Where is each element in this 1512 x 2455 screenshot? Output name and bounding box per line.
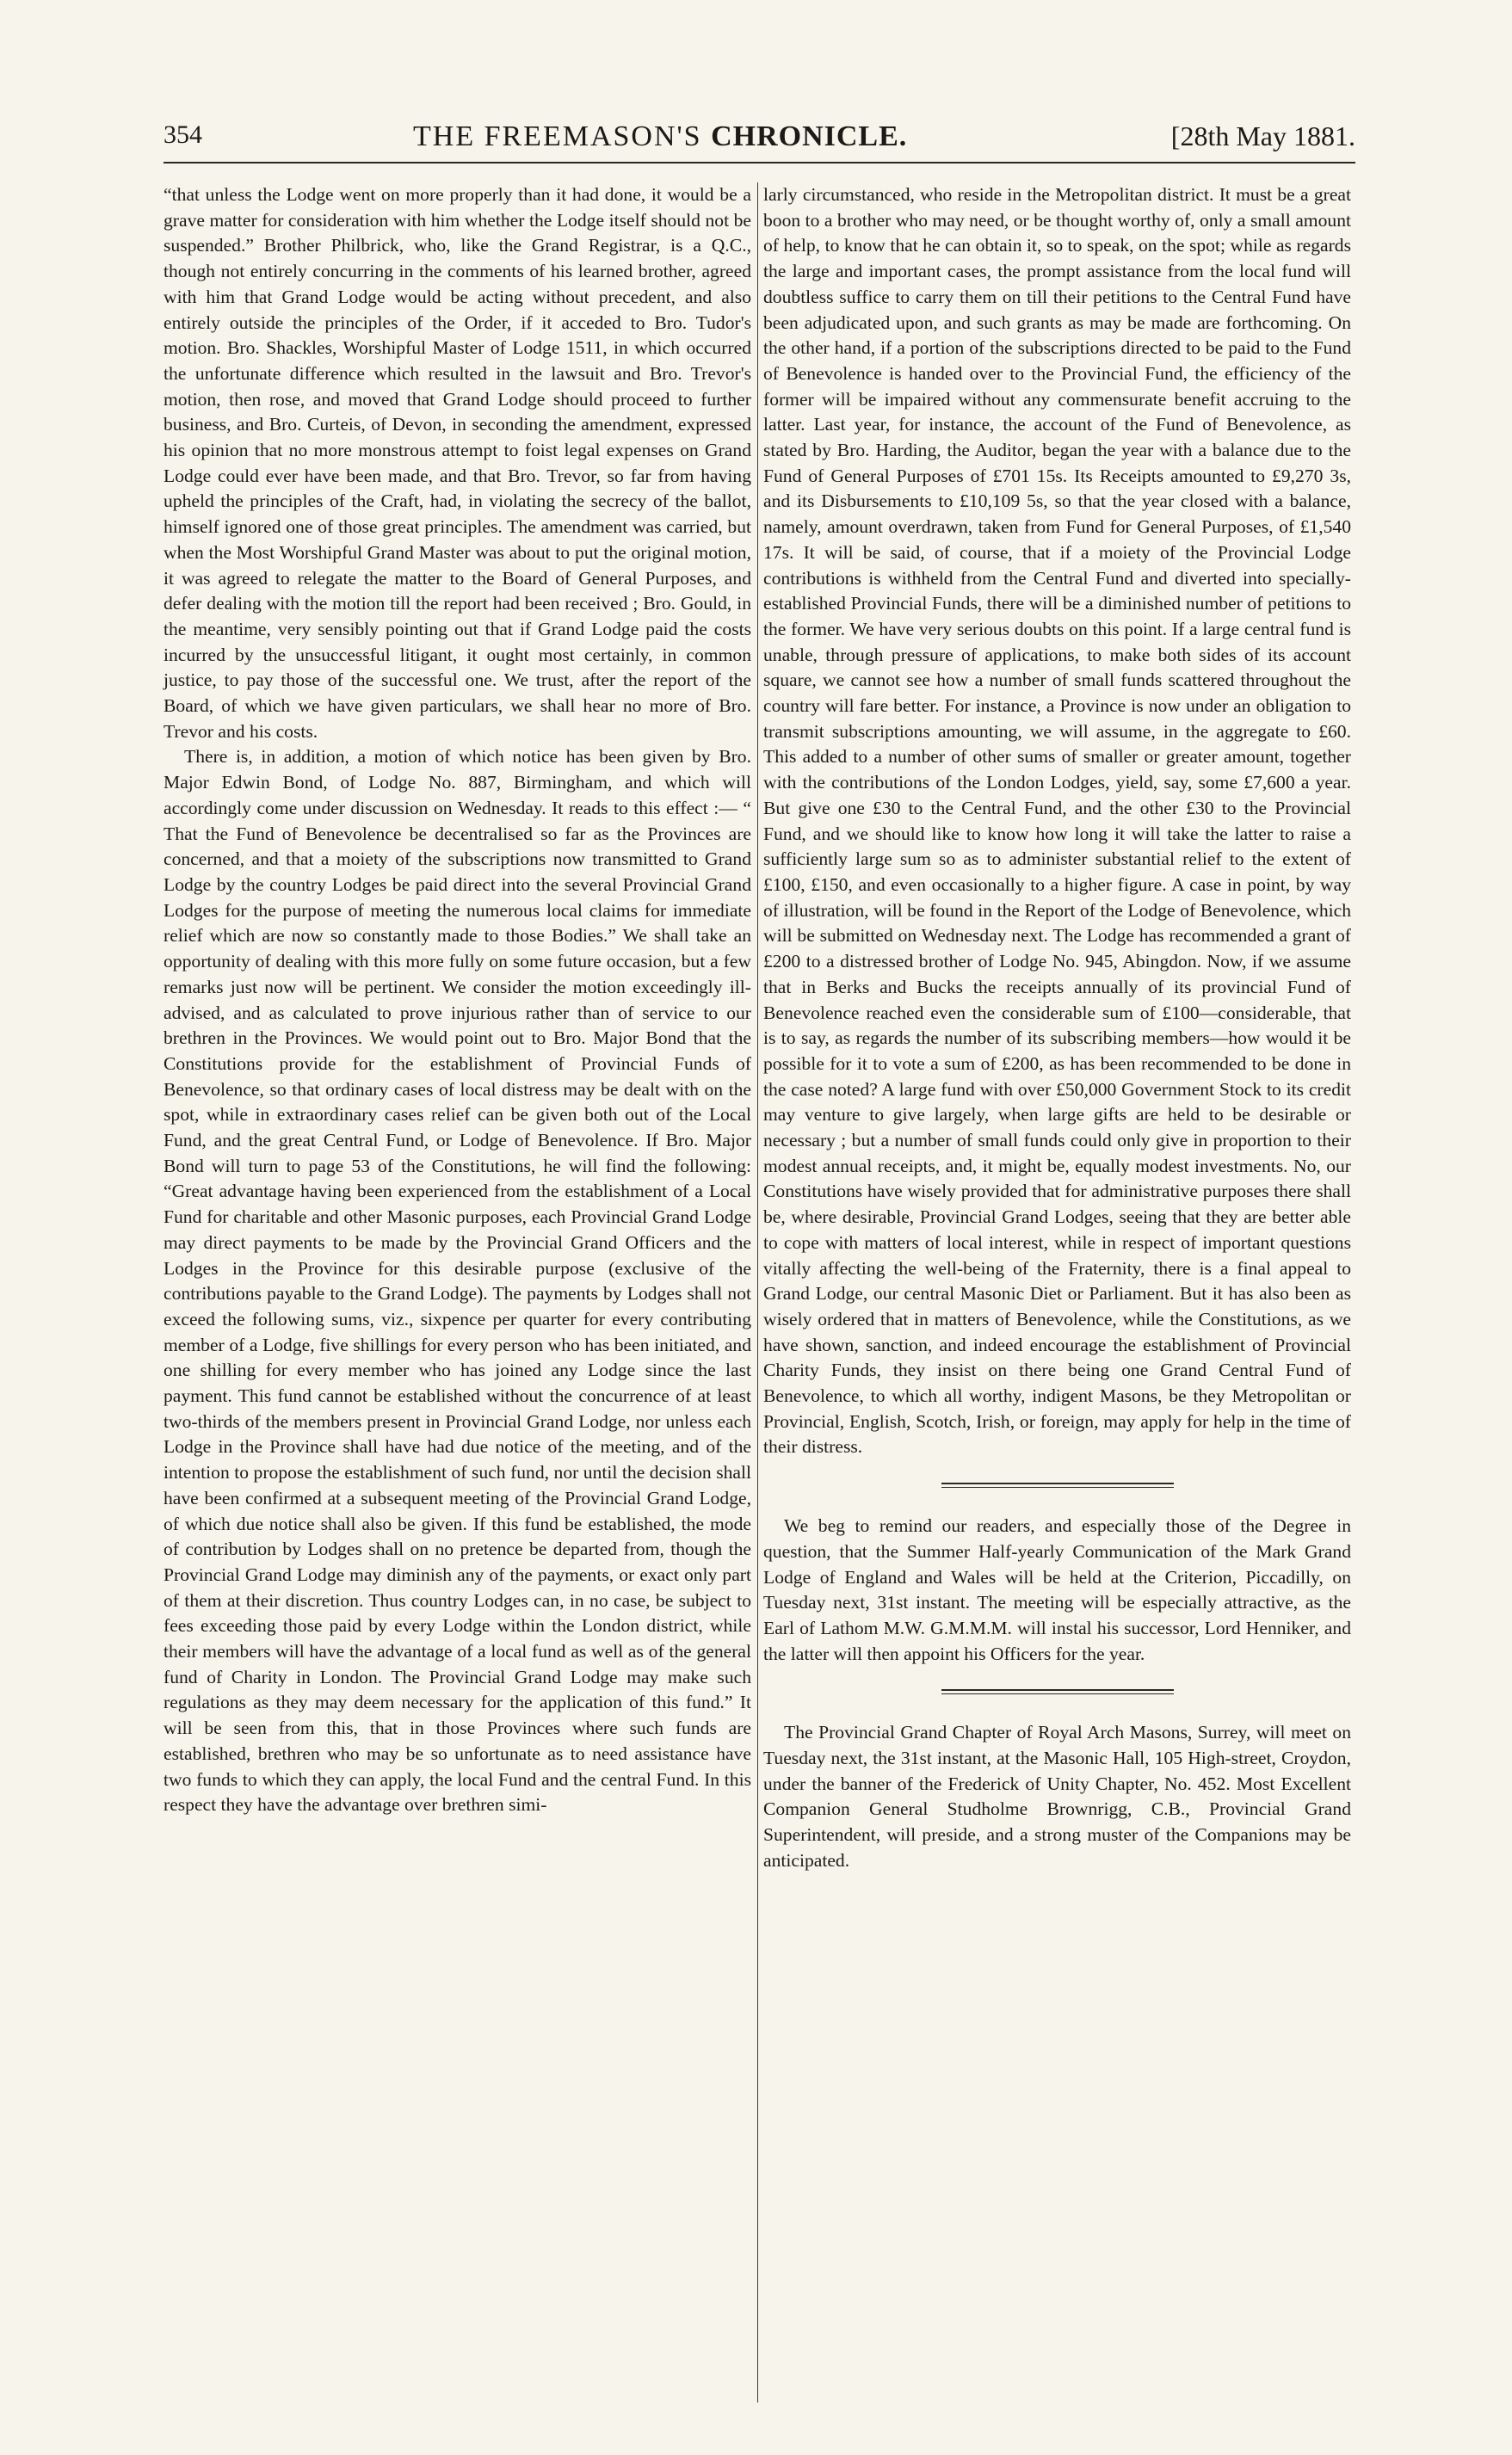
article-paragraph: There is, in addition, a motion of which notice has been given by Bro. Major Edwin Bond, of Lodge No. 887, Birmingham, and which will accordingly come under discussion on Wednesday. It reads to this effect :— “ That the Fund of Benevolence be decentralised so far as the Provinces are concerned, and that a moiety of the subscriptions now transmitted to Grand Lodge by the country Lodges be paid direct into the several Provincial Grand Lodges for the purpose of meeting the numerous local claims for immediate relief which are now so constantly made to those Bodies.” We shall take an opportunity of dealing with this more fully on some future occasion, but a few remarks just now will be pertinent. We consider the motion exceedingly ill-advised, and as calculated to prove injurious rather than of service to our brethren in the Provinces. We would point out to Bro. Major Bond that the Constitutions provide for the establishment of Provincial Funds of Benevolence, so that ordinary cases of local distress may be dealt with on the spot, while in extraordinary cases relief can be given both out of the Local Fund, and the great Central Fund, or Lodge of Benevolence. If Bro. Major Bond will turn to page 53 of the Constitutions, he will find the following: “Great advantage having been experienced from the establishment of a Local Fund for charitable and other Masonic purposes, each Provincial Grand Lodge may direct payments to be made by the Provincial Grand Officers and the Lodges in the Province for this desirable purpose (exclusive of the contributions payable to the Grand Lodge). The payments by Lodges shall not exceed the following sums, viz., sixpence per quarter for every contributing member of a Lodge, five shillings for every person who has been initiated, and one shilling for every member who has joined any Lodge since the last payment. This fund cannot be established without the concurrence of at least two-thirds of the members present in Provincial Grand Lodge, nor unless each Lodge in the Province shall have had due notice of the meeting, and of the intention to propose the establishment of such fund, nor until the decision shall have been confirmed at a subsequent meeting of the Provincial Grand Lodge, of which due notice shall also be given. If this fund be established, the mode of contribution by Lodges shall on no pretence be departed from, though the Provincial Grand Lodge may diminish any of the payments, or exact only part of them at their discretion. Thus country Lodges can, in no case, be subject to fees exceeding those paid by every Lodge within the London district, while their members will have the advantage of a local fund as well as of the general fund of Charity in London. The Provincial Grand Lodge may make such regulations as they may deem necessary for the application of this fund.” It will be seen from this, that in those Provinces where such funds are established, brethren who may be so unfortunate as to need assistance have two funds to which they can apply, the local Fund and the central Fund. In this respect they have the advantage over brethren simi- bbox=[164, 746, 751, 1816]
masthead-title-chronicle: CHRONICLE. bbox=[711, 120, 908, 152]
page-number: 354 bbox=[164, 120, 202, 149]
article-paragraph: larly circumstanced, who reside in the Metropolitan district. It must be a great boon to a brother who may need, or be thought worthy of, only a small amount of help, to know that he can obtain it, so to speak, on the spot; while as regards the large and important cases, the prompt assistance from the local fund will doubtless suffice to carry them on till their petitions to the Central Fund have been adjudicated upon, and such grants as may be made are forthcoming. On the other hand, if a portion of the subscriptions directed to be paid to the Fund of Benevolence is handed over to the Provincial Fund, the efficiency of the former will be impaired without any commensurate benefit accruing to the latter. Last year, for instance, the account of the Fund of Benevolence, as stated by Bro. Harding, the Auditor, began the year with a balance due to the Fund of General Purposes of £701 15s. Its Receipts amounted to £9,270 3s, and its Disbursements to £10,109 5s, so that the year closed with a balance, namely, amount overdrawn, taken from Fund for General Purposes, of £1,540 17s. It will be said, of course, that if a moiety of the Provincial Lodge contributions is withheld from the Central Fund and diverted into specially-established Provincial Funds, there will be a diminished number of petitions to the former. We have very serious doubts on this point. If a large central fund is unable, through pressure of applications, to make both sides of its account square, we cannot see how a number of small funds scattered throughout the country will fare better. For instance, a Province is now under an obligation to transmit subscriptions amounting, we will assume, in the aggregate to £60. This added to a number of other sums of smaller or greater amount, together with the contributions of the London Lodges, yield, say, some £7,600 a year. But give one £30 to the Central Fund, and the other £30 to the Provincial Fund, and we should like to know how long it will take the latter to raise a sufficiently large sum so as to administer substantial relief to the extent of £100, £150, and even occasionally to a higher figure. A case in point, by way of illustration, will be found in the Report of the Lodge of Benevolence, which will be submitted on Wednesday next. The Lodge has recommended a grant of £200 to a distressed brother of Lodge No. 945, Abingdon. Now, if we assume that in Berks and Bucks the receipts annually of its provincial Fund of Benevolence reached even the considerable sum of £100—considerable, that is to say, as regards the number of its subscribing members—how would it be possible for it to vote a sum of £200, as has been recommended to be done in the case noted? A large fund with over £50,000 Government Stock to its credit may venture to give largely, when large gifts are held to be desirable or necessary ; but a number of small funds could only give in proportion to their modest annual receipts, and, it might be, equally modest investments. No, our Constitutions have wisely provided that for administrative purposes there shall be, where desirable, Provincial Grand Lodges, seeing that they are better able to cope with matters of local interest, while in respect of important questions vitally affecting the well-being of the Fraternity, there is a final appeal to Grand Lodge, our central Masonic Diet or Parliament. But it has also been as wisely ordered that in matters of Benevolence, while the Constitutions, as we have shown, sanction, and indeed encourage the establishment of Provincial Charity Funds, they insist on there being one Grand Central Fund of Benevolence, to which all worthy, indigent Masons, be they Metropolitan or Provincial, English, Scotch, Irish, or foreign, may apply for help in the time of their distress. bbox=[763, 184, 1351, 1458]
header-rule bbox=[164, 162, 1355, 163]
masthead-title: THE FREEMASON'S bbox=[413, 120, 702, 152]
section-separator bbox=[941, 1689, 1174, 1694]
news-item-royal-arch-surrey: The Provincial Grand Chapter of Royal Arch Masons, Surrey, will meet on Tuesday next, the 31st instant, at the Masonic Hall, 105 High-street, Croydon, under the banner of the Frederick of Unity Chapter, No. 452. Most Excellent Companion General Studholme Brownrigg, C.B., Provincial Grand Superintendent, will preside, and a strong muster of the Companions may be anticipated. bbox=[763, 1722, 1351, 1871]
page-header bbox=[164, 120, 1355, 158]
masthead bbox=[413, 120, 907, 153]
column-divider bbox=[757, 182, 758, 2403]
news-item-mark-grand-lodge: We beg to remind our readers, and especially those of the Degree in question, that the Summer Half-yearly Communication of the Mark Grand Lodge of England and Wales will be held at the Criterion, Piccadilly, on Tuesday next, 31st instant. The meeting will be especially attractive, as the Earl of Lathom M.W. G.M.M.M. will instal his successor, Lord Henniker, and the latter will then appoint his Officers for the year. bbox=[763, 1515, 1351, 1664]
right-column bbox=[763, 182, 1351, 1874]
article-paragraph: “that unless the Lodge went on more properly than it had done, it would be a grave matter for consideration with him whether the Lodge itself should not be suspended.” Brother Philbrick, who, like the Grand Registrar, is a Q.C., though not entirely concurring in the comments of his learned brother, agreed with him that Grand Lodge would be acting without precedent, and also entirely outside the principles of the Order, if it acceded to Bro. Tudor's motion. Bro. Shackles, Worshipful Master of Lodge 1511, in which occurred the unfortunate difference which resulted in the lawsuit and Bro. Trevor's motion, then rose, and moved that Grand Lodge should proceed to further business, and Bro. Curteis, of Devon, in seconding the amendment, expressed his opinion that no more monstrous attempt to foist legal expenses on Grand Lodge could ever have been made, and that Bro. Trevor, so far from having upheld the principles of the Craft, had, in violating the secrecy of the ballot, himself ignored one of those great principles. The amendment was carried, but when the Most Worshipful Grand Master was about to put the original motion, it was agreed to relegate the matter to the Board of General Purposes, and defer dealing with the motion till the report had been received ; Bro. Gould, in the meantime, very sensibly pointing out that if Grand Lodge paid the costs incurred by the unsuccessful litigant, it ought most certainly, in common justice, to pay those of the successful one. We trust, after the report of the Board, of which we have given particulars, we shall hear no more of Bro. Trevor and his costs. bbox=[164, 184, 751, 742]
issue-date: [28th May 1881. bbox=[1170, 120, 1355, 151]
left-column bbox=[164, 182, 751, 1818]
section-separator bbox=[941, 1483, 1174, 1488]
